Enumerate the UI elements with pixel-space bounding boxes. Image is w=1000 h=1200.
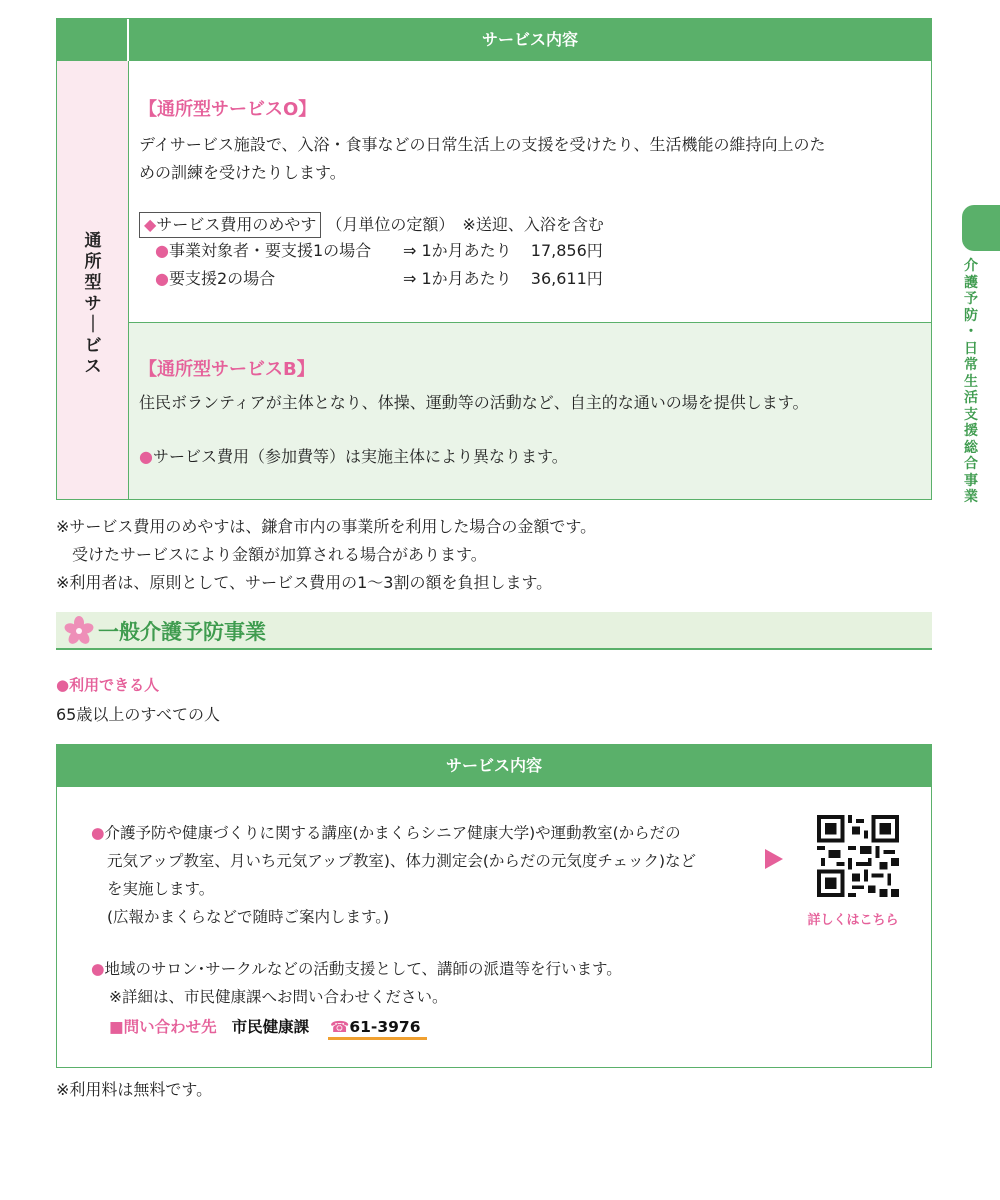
item1-line: を実施します。 <box>107 880 215 898</box>
footer-note: ※利用料は無料です。 <box>56 1080 213 1099</box>
qr-link-label[interactable]: 詳しくはこちら <box>807 913 899 928</box>
item1-line: (広報かまくらなどで随時ご案内します。) <box>107 908 390 926</box>
service-b-section <box>129 323 931 499</box>
bullet-icon: ● <box>139 447 153 466</box>
cost-guideline-note: （月単位の定額） ※送迎、入浴を含む <box>326 215 604 234</box>
cost-guideline-label: サービス費用のめやす <box>156 215 317 234</box>
arrow-icon: ⇒ <box>403 241 417 260</box>
fee-row <box>155 265 275 293</box>
qr-link[interactable] <box>803 815 903 928</box>
section-heading-general-prevention <box>56 612 932 650</box>
item2-line: 地域のサロン･サークルなどの活動支援として、講師の派遣等を行います。 <box>104 960 622 978</box>
fee-value-row <box>403 265 603 293</box>
arrow-icon: ⇒ <box>403 269 417 288</box>
arrow-right-icon <box>763 847 785 871</box>
bullet-icon: ● <box>91 960 105 978</box>
phone-number[interactable]: 61-3976 <box>349 1018 421 1036</box>
side-tab-label: 介 護 予 防 ・ 日 常 生 活 支 援 総 合 事 業 <box>964 258 978 505</box>
section-title: 一般介護予防事業 <box>98 620 266 644</box>
item1-line: 元気アップ教室、月いち元気アップ教室)、体力測定会(からだの元気度チェック)など <box>107 852 697 870</box>
sakura-icon <box>64 616 94 646</box>
bullet-icon: ● <box>155 241 169 260</box>
bullet-icon: ● <box>91 824 105 842</box>
eligible-text: 65歳以上のすべての人 <box>56 705 221 724</box>
service-o-description-line1: デイサービス施設で、入浴・食事などの日常生活上の支援を受けたり、生活機能の維持向上のた <box>139 135 826 154</box>
fee-row <box>155 237 371 265</box>
service-table-day-care <box>56 18 932 500</box>
service-b-note <box>139 443 568 471</box>
phone-icon: ☎ <box>330 1018 350 1036</box>
header-corner-cell <box>57 19 129 61</box>
fee-value-row <box>403 237 603 265</box>
eligible-label: ●利用できる人 <box>56 676 160 694</box>
item2-note: ※詳細は、市民健康課へお問い合わせください。 <box>109 988 448 1006</box>
service-o-section <box>129 61 931 323</box>
contact-phone[interactable] <box>328 1018 426 1040</box>
fee-period: 1か月あたり <box>421 241 512 260</box>
service-b-title: 【通所型サービスB】 <box>139 359 315 380</box>
service-o-description-line2: めの訓練を受けたりします。 <box>139 163 346 182</box>
row-label-cell <box>57 61 129 499</box>
side-tab-marker <box>962 205 1000 251</box>
service-item-1 <box>91 819 696 931</box>
table-header-title: サービス内容 <box>481 30 578 49</box>
fee-period: 1か月あたり <box>421 269 512 288</box>
contact-department: 市民健康課 <box>231 1018 310 1036</box>
fee-amount: 17,856円 <box>530 241 603 260</box>
fee-label: 要支援2の場合 <box>168 269 276 288</box>
cost-guideline-row <box>139 211 604 239</box>
contact-label: ■問い合わせ先 <box>109 1018 217 1036</box>
service-o-title: 【通所型サービスO】 <box>139 99 317 120</box>
table-header-title: サービス内容 <box>57 745 931 787</box>
item1-line: 介護予防や健康づくりに関する講座(かまくらシニア健康大学)や運動教室(からだの <box>104 824 681 842</box>
note-line: ※利用者は、原則として、サービス費用の1～3割の額を負担します。 <box>56 573 553 592</box>
note-line: 受けたサービスにより金額が加算される場合があります。 <box>56 545 487 564</box>
fee-amount: 36,611円 <box>530 269 603 288</box>
fee-label: 事業対象者・要支援1の場合 <box>168 241 372 260</box>
bullet-icon: ● <box>155 269 169 288</box>
note-line: ※サービス費用のめやすは、鎌倉市内の事業所を利用した場合の金額です。 <box>56 517 597 536</box>
service-b-note-text: サービス費用（参加費等）は実施主体により異なります。 <box>152 447 568 466</box>
table-header <box>57 19 931 61</box>
service-item-2 <box>91 955 622 1041</box>
service-b-description: 住民ボランティアが主体となり、体操、運動等の活動など、自主的な通いの場を提供します。 <box>139 393 809 412</box>
qr-code-icon[interactable] <box>817 815 899 897</box>
service-table-general-prevention <box>56 744 932 1068</box>
row-label-day-care-service: 通 所 型 サ ｜ ビ ス <box>84 231 102 377</box>
cost-guideline-box: ◆サービス費用のめやす <box>139 212 321 238</box>
contact-row <box>91 1013 622 1041</box>
